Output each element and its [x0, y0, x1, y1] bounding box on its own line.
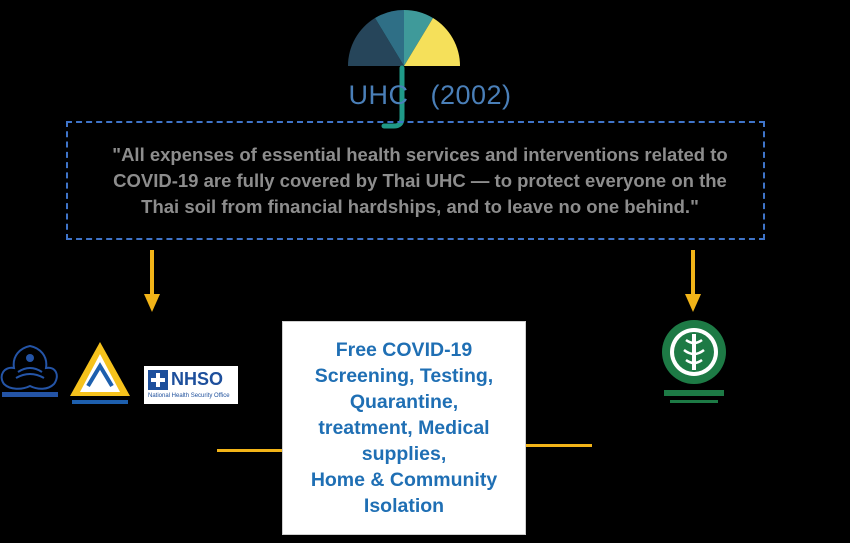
left-down-arrow	[143, 250, 161, 314]
right-connector-line	[526, 444, 592, 447]
umbrella-icon	[344, 6, 464, 130]
services-line: Home & Community	[310, 469, 498, 491]
quote-text	[70, 142, 770, 220]
nhso-subtitle: National Health Security Office	[148, 393, 230, 399]
uhc-title-right: (2002)	[430, 80, 512, 110]
quote-line: COVID-19 are fully covered by Thai UHC — to protect everyone on the	[113, 170, 727, 191]
services-line: Isolation	[363, 495, 445, 517]
services-line: Screening, Testing,	[314, 365, 494, 387]
uhc-title-left: UHC	[348, 80, 409, 110]
social-security-logo	[66, 340, 134, 408]
uhc-title	[300, 80, 560, 111]
nhso-logo	[144, 366, 238, 404]
services-line: Free COVID-19	[335, 339, 473, 361]
quote-line: "All expenses of essential health services and interventions related to	[112, 144, 728, 165]
services-box	[282, 321, 526, 535]
services-line: supplies,	[361, 443, 447, 465]
quote-line: Thai soil from financial hardships, and to leave no one behind."	[141, 196, 699, 217]
nhso-cross-icon	[148, 370, 168, 390]
services-line: Quarantine,	[349, 391, 459, 413]
finance-ministry-logo	[0, 340, 62, 400]
right-down-arrow	[684, 250, 702, 314]
services-line: treatment, Medical	[318, 417, 490, 439]
left-connector-line	[217, 449, 282, 452]
disease-control-logo	[660, 318, 728, 410]
nhso-label: NHSO	[171, 369, 224, 389]
services-text	[311, 337, 497, 519]
